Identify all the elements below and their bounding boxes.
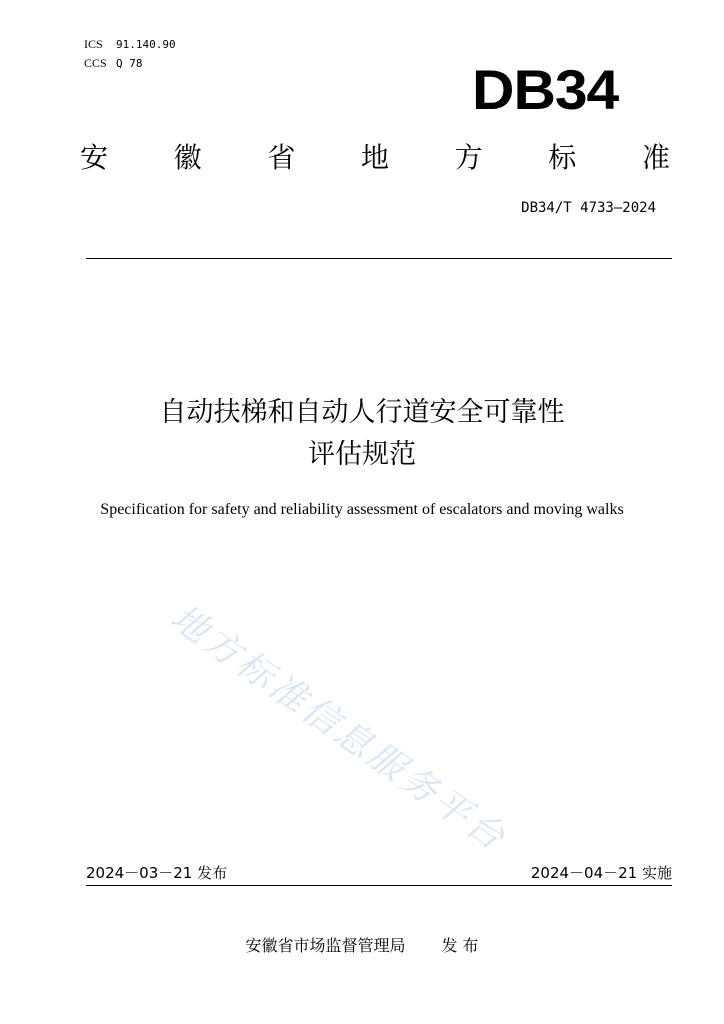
publisher (0, 935, 724, 957)
standard-type-char: 地 (360, 141, 389, 174)
classification-codes (84, 35, 176, 73)
standard-type-char: 徽 (173, 141, 202, 174)
title-cn-line1: 自动扶梯和自动人行道安全可靠性 (159, 397, 565, 428)
ccs-label: CCS (84, 56, 107, 70)
standard-type (80, 138, 670, 178)
standard-type-char: 安 (80, 141, 109, 174)
publisher-action: 发 布 (441, 936, 479, 955)
ccs-code (84, 54, 176, 73)
watermark: 地方标准信息服务平台 (163, 597, 515, 861)
ics-value: 91.140.90 (116, 38, 176, 51)
ccs-value: Q 78 (116, 57, 143, 70)
ics-label: ICS (84, 37, 103, 51)
title-en: Specification for safety and reliability assessment of escalators and moving walks (100, 501, 624, 518)
bottom-divider (86, 885, 672, 886)
publisher-name: 安徽省市场监督管理局 (245, 936, 406, 955)
standard-type-char: 省 (267, 141, 296, 174)
db34-logo: DB34 (471, 58, 618, 121)
issue-date: 2024－03－21 发布 (86, 864, 228, 882)
standard-type-char: 标 (548, 141, 577, 174)
ics-code (84, 35, 176, 54)
standard-type-char: 准 (641, 141, 670, 174)
standard-number: DB34/T 4733—2024 (521, 200, 656, 216)
implementation-date: 2024－04－21 实施 (530, 864, 672, 882)
title-cn-line2: 评估规范 (308, 439, 416, 470)
standard-type-char: 方 (454, 141, 483, 174)
top-divider (86, 258, 672, 259)
